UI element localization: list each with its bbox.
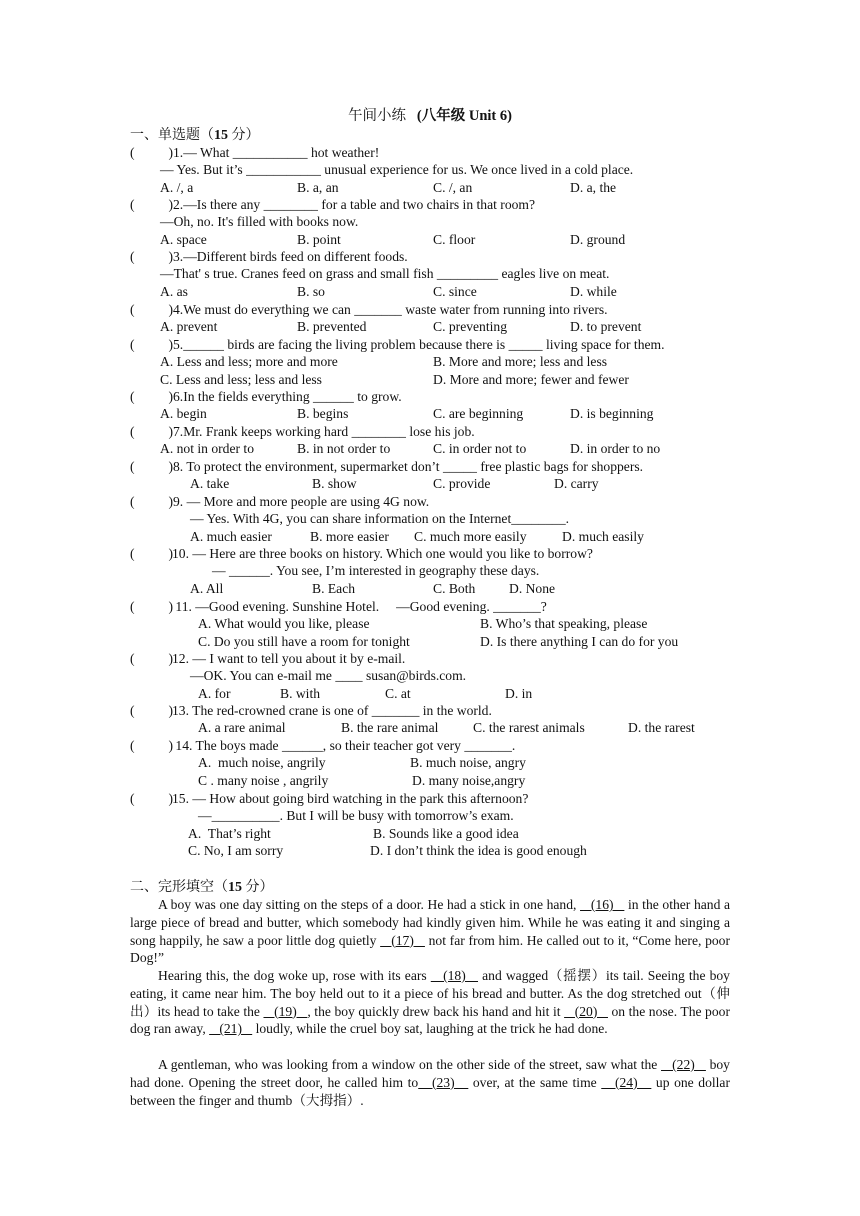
question-stem: 13. The red-crowned crane is one of _______ in the world. [172,703,492,718]
answer-paren[interactable]: ( ) [130,145,174,160]
option-c[interactable]: C. Both [433,580,476,596]
passage-text: over, at the same time [468,1074,602,1090]
title-suffix: (八年级 Unit 6) [416,108,512,124]
option-c[interactable]: C. the rarest animals [473,720,585,736]
option-b[interactable]: B. prevented [297,319,367,335]
option-a[interactable]: A. much noise, angrily [198,755,326,771]
option-a[interactable]: A. /, a [160,179,194,195]
option-d[interactable]: D. More and more; fewer and fewer [433,371,629,387]
question-stem: 14. The boys made ______, so their teacher got very _______. [172,738,516,753]
option-b[interactable]: B. show [312,476,357,492]
passage-paragraph [130,967,730,1038]
option-b[interactable]: B. point [297,231,341,247]
answer-paren[interactable]: ( ) [130,703,174,718]
option-b[interactable]: B. more easier [310,528,389,544]
question-line: — Yes. But it’s ___________ unusual experience for us. We once lived in a cold place. [160,162,634,178]
answer-paren[interactable]: ( ) [130,389,174,404]
answer-paren[interactable]: ( ) [130,599,174,614]
option-c[interactable]: C. preventing [433,319,507,335]
cloze-blank[interactable]: (22) [661,1057,706,1072]
question-stem: 3.—Different birds feed on different foods. [173,249,408,264]
option-c[interactable]: C . many noise , angrily [198,772,329,788]
option-d[interactable]: D. carry [554,476,599,492]
cloze-blank[interactable]: (24) [601,1074,652,1090]
question-stem: 4.We must do everything we can _______ waste water from running into rivers. [173,302,608,317]
section-label: 一、单选题（ [130,128,214,143]
option-c[interactable]: C. /, an [433,179,473,195]
question-stem: 5.______ birds are facing the living problem because there is _____ living space for them. [173,337,665,352]
cloze-blank[interactable]: (18) [430,968,479,983]
passage-text: up one dollar between the finger and thumb（大拇指）. [130,1074,730,1108]
passage-text: boy had done. Opening the street door, he called him to [130,1057,730,1090]
page-title [0,104,860,125]
section-unit: 分） [242,880,274,895]
option-b[interactable]: B. with [280,685,321,701]
question-stem: 12. — I want to tell you about it by e-mail. [172,651,406,666]
answer-paren[interactable]: ( ) [130,302,174,317]
option-d[interactable]: D. in order to no [570,441,661,457]
passage-text: on the nose. The poor dog ran away, [130,1003,730,1037]
answer-paren[interactable]: ( ) [130,738,174,753]
cloze-blank[interactable]: (17) [380,932,425,948]
cloze-blank[interactable]: (16) [580,897,625,912]
question-line: —__________. But I will be busy with tomorrow’s exam. [198,808,514,824]
option-a[interactable]: A. space [160,231,207,247]
answer-paren[interactable]: ( ) [130,651,174,666]
passage-text: A boy was one day sitting on the steps of a door. He had a stick in one hand, [158,897,581,912]
option-d[interactable]: D. in [505,685,533,701]
option-d[interactable]: D. while [570,283,617,299]
option-d[interactable]: D. Is there anything I can do for you [480,633,679,649]
passage-text: in the other hand a large piece of bread and butter, which somebody had kindly given him. While he was eating it and singing a song happily, he saw a poor little dog quietly [130,897,731,948]
option-c[interactable]: C. since [433,283,477,299]
option-b[interactable]: B. Sounds like a good idea [373,825,519,841]
option-c[interactable]: C. Less and less; less and less [160,371,322,387]
option-b[interactable]: B. much noise, angry [410,755,526,771]
question-line: —OK. You can e-mail me ____ susan@birds.com. [190,668,467,684]
option-b[interactable]: B. Each [312,580,356,596]
option-a[interactable]: A. not in order to [160,441,255,457]
option-a[interactable]: A. take [190,476,230,492]
passage-paragraph [130,1056,730,1109]
option-a[interactable]: A. for [198,685,231,701]
option-c[interactable]: C. Do you still have a room for tonight [198,633,410,649]
option-c[interactable]: C. are beginning [433,406,524,422]
option-a[interactable]: A. Less and less; more and more [160,354,338,370]
section-label: 二、完形填空（ [130,880,228,895]
question-stem: 15. — How about going bird watching in the park this afternoon? [172,791,529,806]
option-c[interactable]: C. No, I am sorry [188,843,284,859]
answer-paren[interactable]: ( ) [130,249,174,264]
question-stem: 2.—Is there any ________ for a table and two chairs in that room? [173,197,536,212]
passage-text: not far from him. He called out to it, “Come here, poor Dog!” [130,932,730,966]
option-b[interactable]: B. More and more; less and less [433,354,608,370]
section-score: 15 [214,128,228,143]
passage-paragraph [130,896,730,967]
option-c[interactable]: C. floor [433,231,476,247]
option-a[interactable]: A. prevent [160,319,218,335]
option-d[interactable]: D. many noise,angry [412,772,526,788]
answer-paren[interactable]: ( ) [130,459,174,474]
option-c[interactable]: C. at [385,685,411,701]
section-heading-cloze [130,876,274,896]
option-d[interactable]: D. I don’t think the idea is good enough [370,843,587,859]
passage-text: A gentleman, who was looking from a window on the other side of the street, saw what the [158,1057,662,1072]
question-stem: 7.Mr. Frank keeps working hard ________ lose his job. [173,424,475,439]
section-score: 15 [228,880,242,895]
answer-paren[interactable]: ( ) [130,791,174,806]
section-heading-mcq [130,124,260,144]
passage-text: Hearing this, the dog woke up, rose with its ears [158,968,431,983]
question-line: — Yes. With 4G, you can share information on the Internet________. [190,511,570,527]
option-b[interactable]: B. so [297,283,325,299]
option-d[interactable]: D. None [509,580,556,596]
option-d[interactable]: D. a, the [570,179,617,195]
cloze-blank[interactable]: (23) [418,1074,469,1090]
section-unit: 分） [228,128,260,143]
answer-paren[interactable]: ( ) [130,494,174,509]
option-b[interactable]: B. in not order to [297,441,391,457]
cloze-blank[interactable]: (21) [209,1021,253,1037]
option-d[interactable]: D. the rarest [628,720,695,736]
question-stem: 6.In the fields everything ______ to grow. [173,389,402,404]
option-a[interactable]: A. That’s right [188,825,271,841]
option-a[interactable]: A. as [160,283,188,299]
answer-paren[interactable]: ( ) [130,337,174,352]
option-a[interactable]: A. All [190,580,224,596]
cloze-blank[interactable]: (20) [564,1003,608,1019]
option-a[interactable]: A. What would you like, please [198,616,370,632]
option-c[interactable]: C. provide [433,476,491,492]
option-a[interactable]: A. begin [160,406,207,422]
option-b[interactable]: B. a, an [297,179,339,195]
question-line: —Oh, no. It's filled with books now. [160,214,359,230]
option-c[interactable]: C. much more easily [414,528,527,544]
passage-text: and wagged（摇摆）its tail. Seeing the boy eating, it came near him. The boy held out to it a piece of his bread and butter. As the dog stretched out（伸出）its head to take the [130,968,730,1019]
option-a[interactable]: A. a rare animal [198,720,286,736]
answer-paren[interactable]: ( ) [130,197,174,212]
question-stem: 8. To protect the environment, supermarket don’t _____ free plastic bags for shoppers. [173,459,644,474]
question-line: — ______. You see, I’m interested in geography these days. [212,563,540,579]
option-d[interactable]: D. ground [570,231,626,247]
option-d[interactable]: D. is beginning [570,406,654,422]
question-stem: 9. — More and more people are using 4G now. [173,494,430,509]
answer-paren[interactable]: ( ) [130,424,174,439]
question-line: —That' s true. Cranes feed on grass and small fish _________ eagles live on meat. [160,266,610,282]
question-stem: 10. — Here are three books on history. Which one would you like to borrow? [172,546,593,561]
passage-text: , the boy quickly drew back his hand and hit it [307,1003,565,1019]
option-b[interactable]: B. Who’s that speaking, please [480,616,648,632]
answer-paren[interactable]: ( ) [130,546,174,561]
option-b[interactable]: B. begins [297,406,349,422]
title-prefix: 午间小练 [348,108,407,124]
question-stem: 11. —Good evening. Sunshine Hotel. —Good evening. _______? [172,599,547,614]
cloze-blank[interactable]: (19) [263,1003,308,1019]
question-stem: 1.— What ___________ hot weather! [173,145,380,160]
option-b[interactable]: B. the rare animal [341,720,439,736]
option-a[interactable]: A. much easier [190,528,272,544]
option-d[interactable]: D. much easily [562,528,644,544]
passage-text: loudly, while the cruel boy sat, laughing at the trick he had done. [252,1021,608,1037]
option-d[interactable]: D. to prevent [570,319,642,335]
option-c[interactable]: C. in order not to [433,441,527,457]
